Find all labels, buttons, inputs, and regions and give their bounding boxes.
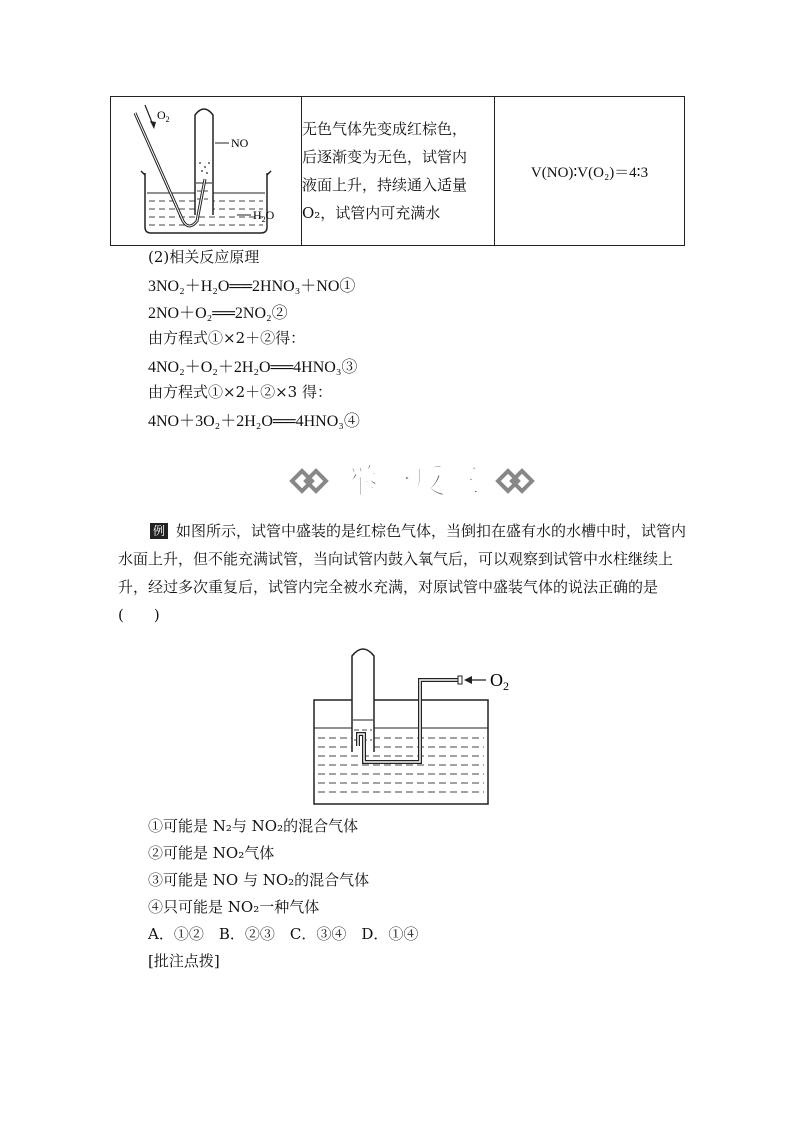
section-heading-text: 举一反三 <box>344 462 480 502</box>
experiment-table <box>110 96 685 246</box>
answer-choices: A．①② B．②③ C．③④ D．①④ <box>148 925 419 943</box>
h2o-label: $H_2O$ <box>253 208 275 224</box>
annotation-note: [批注点拨] <box>148 952 220 970</box>
o2-label: $O_2$ <box>490 670 509 693</box>
o2-label: $O_2$ <box>157 108 170 124</box>
observation-cell <box>302 97 495 246</box>
principle-title: (2)相关反应原理 <box>148 248 260 266</box>
apparatus-figure-1 <box>111 97 301 241</box>
section-heading <box>278 456 546 506</box>
derivation-1: 由方程式①×2＋②得： <box>148 329 306 347</box>
equation-1: 3NO₂＋H₂O══2HNO₃＋NO① <box>148 278 356 295</box>
equation-4: 4NO＋3O₂＋2H₂O══4HNO₃④ <box>148 413 360 430</box>
option-4: ④只可能是 NO₂一种气体 <box>148 898 320 916</box>
volume-ratio: V(NO)∶V(O₂)＝4∶3 <box>530 164 649 181</box>
equation-3: 4NO₂＋O₂＋2H₂O══4HNO₃③ <box>148 359 358 376</box>
figure-cell <box>111 97 302 246</box>
equation-2: 2NO＋O₂══2NO₂② <box>148 305 288 322</box>
derivation-2: 由方程式①×2＋②×3 得： <box>148 383 332 401</box>
observation-line: O₂，试管内可充满水 <box>302 204 441 222</box>
observation-line: 无色气体先变成红棕色， <box>302 120 468 138</box>
option-2: ②可能是 NO₂气体 <box>148 844 275 862</box>
option-1: ①可能是 N₂与 NO₂的混合气体 <box>148 817 359 835</box>
apparatus-figure-2 <box>308 634 538 810</box>
ratio-cell <box>495 97 685 246</box>
observation-line: 后逐渐变为无色，试管内 <box>302 148 468 166</box>
option-3: ③可能是 NO 与 NO₂的混合气体 <box>148 871 370 889</box>
no-label: NO <box>231 136 249 150</box>
example-paragraph <box>118 517 688 629</box>
example-tag: 例 <box>150 523 168 539</box>
observation-line: 液面上升，持续通入适量 <box>302 176 468 194</box>
example-text: 如图所示，试管中盛装的是红棕色气体，当倒扣在盛有水的水槽中时，试管内水面上升，但不能充满试管，当向试管内鼓入氧气后，可以观察到试管中水柱继续上升，经过多次重复后，试管内完全被水充满，对原试管中盛装气体的说法正确的是( ) <box>118 522 687 624</box>
